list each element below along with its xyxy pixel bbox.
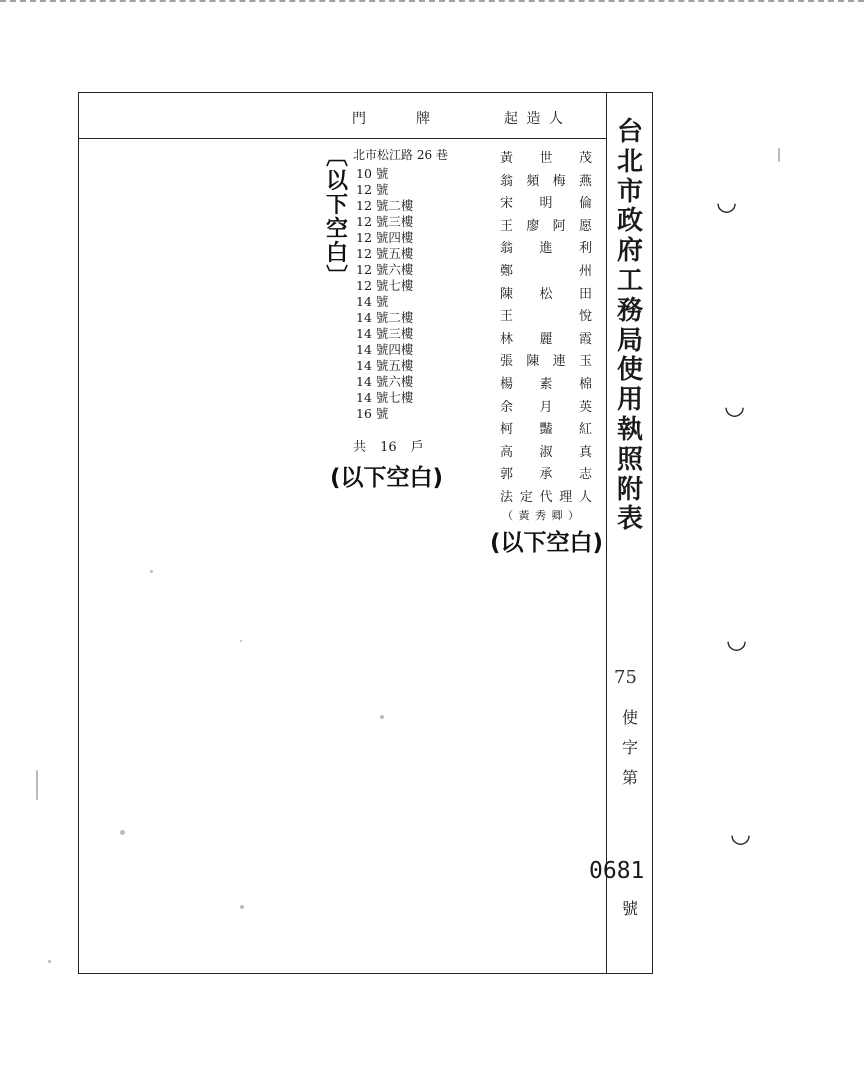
- doc-char-number: 第: [621, 768, 638, 787]
- form-title-char: 局: [616, 325, 643, 356]
- stamp-bracket-bottom: ︺: [325, 265, 348, 290]
- doc-year: 75: [614, 667, 637, 688]
- unit-item: 12 號六樓: [356, 262, 414, 277]
- unit-item: 12 號四樓: [356, 230, 414, 245]
- unit-item: 12 號三樓: [356, 214, 414, 229]
- builder-item: 鄭 州: [500, 263, 592, 279]
- stamp-char: 以: [325, 169, 348, 194]
- scan-top-border: [0, 0, 864, 6]
- builder-item: 余 月 英: [500, 399, 592, 415]
- legal-agent-name: （ 黃 秀 卿 ）: [502, 509, 580, 522]
- unit-item: 12 號: [356, 182, 389, 197]
- unit-item: 14 號四樓: [356, 342, 414, 357]
- builder-item: 王 廖 阿 愿: [500, 218, 592, 234]
- builder-item: 郭 承 志: [500, 467, 592, 483]
- builder-item: 柯 豔 紅: [500, 422, 592, 438]
- builder-list: [500, 148, 592, 510]
- builder-item: 翁 進 利: [500, 241, 592, 257]
- builder-item: 陳 松 田: [500, 286, 592, 302]
- form-title-char: 市: [616, 176, 643, 207]
- stamp-char: 白: [325, 241, 348, 266]
- builder-item: 張 陳 連 玉: [500, 354, 592, 370]
- unit-item: 14 號六樓: [356, 374, 414, 389]
- unit-item: 14 號七樓: [356, 390, 414, 405]
- unit-item: 14 號五樓: [356, 358, 414, 373]
- unit-item: 12 號二樓: [356, 198, 414, 213]
- stamp-bracket-top: ︹: [325, 145, 348, 170]
- stamp-char: 空: [325, 217, 348, 242]
- form-title-char: 台: [616, 117, 643, 147]
- builder-item: 黃 世 茂: [500, 151, 592, 166]
- header-builder: 起 造 人: [504, 111, 565, 127]
- title-column-divider: [606, 92, 607, 974]
- blank-stamp-builders: (以下空白): [490, 530, 604, 556]
- builder-item: 楊 素 棉: [500, 376, 592, 392]
- doc-number: 0681: [589, 858, 645, 884]
- form-title-char: 北: [616, 146, 643, 177]
- form-title-char: 執: [616, 414, 643, 445]
- scan-speck: [380, 715, 384, 719]
- header-divider: [78, 138, 606, 139]
- unit-item: 10 號: [356, 166, 389, 181]
- unit-item: 12 號七樓: [356, 278, 414, 293]
- form-title-char: 工: [616, 265, 643, 296]
- scan-mark: ◡: [726, 626, 747, 654]
- unit-item: 14 號: [356, 294, 389, 309]
- scan-mark: ◡: [724, 392, 745, 420]
- header-address: 門 牌: [352, 111, 432, 127]
- form-title-char: 用: [616, 385, 643, 416]
- blank-stamp-address: (以下空白): [330, 465, 444, 491]
- unit-item: 16 號: [356, 406, 389, 421]
- unit-item: 14 號三樓: [356, 326, 414, 341]
- form-title-char: 使: [616, 355, 643, 386]
- builder-item: 王 悅: [500, 309, 592, 325]
- form-title-char: 附: [616, 474, 643, 505]
- scan-speck: [778, 148, 780, 162]
- builder-item: 林 麗 霞: [500, 331, 592, 347]
- doc-suffix: 號: [621, 899, 638, 918]
- scan-speck: [240, 905, 244, 909]
- address-title: 北市松江路 26 巷: [353, 148, 448, 162]
- scan-speck: [120, 830, 125, 835]
- doc-char-word: 字: [621, 738, 638, 757]
- form-title-char: 務: [616, 295, 643, 326]
- unit-item: 12 號五樓: [356, 246, 414, 261]
- scan-speck: [36, 770, 38, 800]
- form-title-char: 政: [616, 206, 643, 237]
- builder-item: 宋 明 倫: [500, 196, 592, 212]
- builder-item: 法 定 代 理 人: [500, 489, 592, 505]
- scan-speck: [240, 640, 242, 642]
- form-title-char: 照: [616, 444, 643, 475]
- scan-speck: [150, 570, 153, 573]
- blank-stamp-vertical: [320, 146, 354, 290]
- doc-char-use: 使: [621, 708, 638, 727]
- scan-mark: ◡: [716, 188, 737, 216]
- scan-speck: [48, 960, 51, 963]
- unit-item: 14 號二樓: [356, 310, 414, 325]
- form-title-char: 表: [616, 504, 643, 535]
- unit-list: [356, 166, 413, 422]
- builder-item: 高 淑 真: [500, 444, 592, 460]
- unit-total: 共 16 戶: [353, 440, 424, 455]
- form-title-char: 府: [616, 236, 643, 267]
- builder-item: 翁 頻 梅 燕: [500, 173, 592, 189]
- stamp-char: 下: [325, 193, 348, 218]
- form-title: [612, 118, 648, 535]
- scan-mark: ◡: [730, 820, 751, 848]
- stamp-characters: [320, 170, 354, 266]
